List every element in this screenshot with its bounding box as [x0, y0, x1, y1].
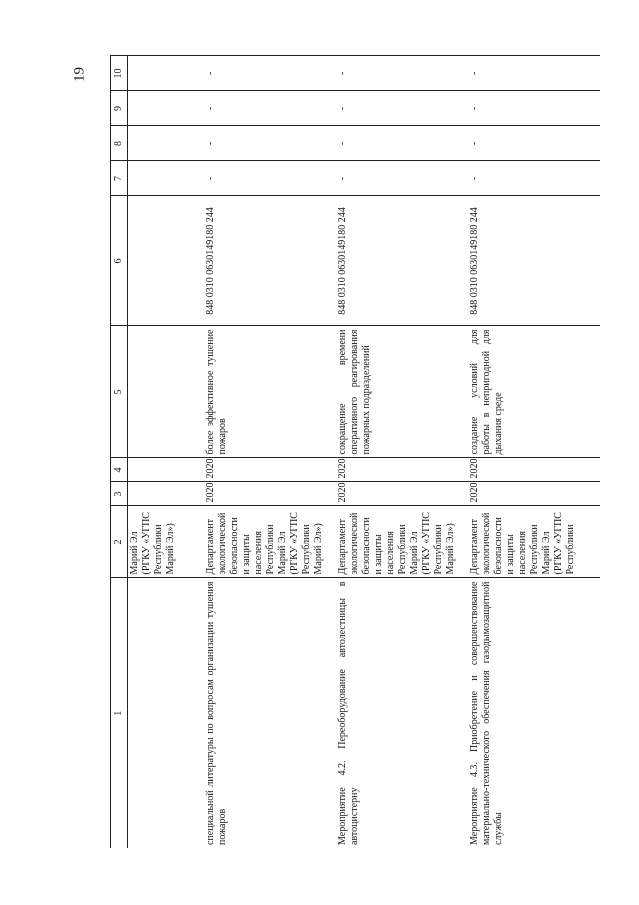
cell-executor: Департамент экологической безопасности и защиты населения Республики Марий Эл (РГКУ «УГПС Республики Марий Эл»): [202, 506, 334, 578]
cell-col9: -: [334, 91, 466, 126]
cell-col8: -: [466, 126, 600, 161]
cell: [128, 91, 202, 126]
cell-end-year: 2020: [466, 458, 600, 482]
table-row: [334, 56, 466, 848]
col-header-4: 4: [111, 458, 128, 482]
col-header-1: 1: [111, 578, 128, 848]
cell-col10: -: [334, 56, 466, 91]
cell: [128, 326, 202, 458]
col-header-2: 2: [111, 506, 128, 578]
cell-result: создание условий для работы в непригодной для дыхания среде: [466, 326, 600, 458]
cell-col9: -: [202, 91, 334, 126]
cell-col8: -: [334, 126, 466, 161]
cell: [128, 161, 202, 196]
cell: [128, 458, 202, 482]
cell-budget-code: 848 0310 0630149180 244: [466, 196, 600, 326]
col-header-3: 3: [111, 482, 128, 506]
cell-col8: -: [202, 126, 334, 161]
cell-col7: -: [466, 161, 600, 196]
program-table: [110, 56, 600, 849]
col-header-5: 5: [111, 326, 128, 458]
col-header-10: 10: [111, 56, 128, 91]
continuation-row: [128, 56, 202, 848]
cell: [128, 126, 202, 161]
cell-col9: -: [466, 91, 600, 126]
col-header-6: 6: [111, 196, 128, 326]
cell-executor: Департамент экологической безопасности и защиты населения Республики Марий Эл (РГКУ «УГПС Республики Марий Эл»): [334, 506, 466, 578]
cell-measure: Мероприятие 4.3. Приобретение и совершенствование материально-технического обеспечения газодымозащитной службы: [466, 578, 600, 848]
col-header-9: 9: [111, 91, 128, 126]
cell-col10: -: [466, 56, 600, 91]
cell-start-year: 2020: [466, 482, 600, 506]
col-header-7: 7: [111, 161, 128, 196]
table-row: [202, 56, 334, 848]
cell: [128, 482, 202, 506]
table-row: [466, 56, 600, 848]
cell-executor: Департамент экологической безопасности и защиты населения Республики Марий Эл (РГКУ «УГПС Республики: [466, 506, 600, 578]
cell-col10: -: [202, 56, 334, 91]
cell-measure: специальной литературы по вопросам организации тушения пожаров: [202, 578, 334, 848]
cell-start-year: 2020: [334, 482, 466, 506]
cell: [128, 56, 202, 91]
cell-end-year: 2020: [202, 458, 334, 482]
cell: [128, 578, 202, 848]
header-row: [111, 56, 128, 848]
cell-result: сокращение времени оперативного реагирования пожарных подразделений: [334, 326, 466, 458]
cell-executor-continued: Марий Эл (РГКУ «УГПС Республики Марий Эл»): [128, 506, 202, 578]
page-number: 19: [71, 67, 88, 82]
col-header-8: 8: [111, 126, 128, 161]
cell-budget-code: 848 0310 0630149180 244: [334, 196, 466, 326]
cell-result: более эффективное тушение пожаров: [202, 326, 334, 458]
cell-col7: -: [334, 161, 466, 196]
cell-end-year: 2020: [334, 458, 466, 482]
cell-measure: Мероприятие 4.2. Переоборудование автолестницы в автоцистерну: [334, 578, 466, 848]
cell-col7: -: [202, 161, 334, 196]
cell: [128, 196, 202, 326]
cell-budget-code: 848 0310 0630149180 244: [202, 196, 334, 326]
cell-start-year: 2020: [202, 482, 334, 506]
rotated-table-area: [110, 56, 630, 848]
